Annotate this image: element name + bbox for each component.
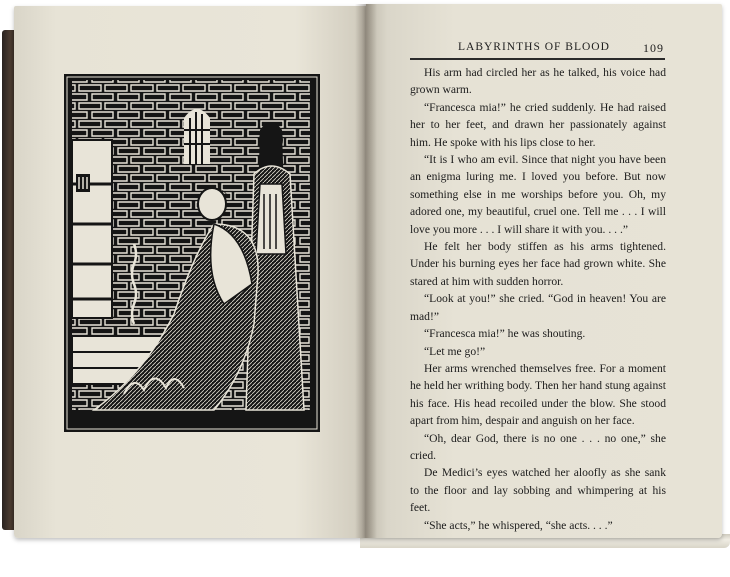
paragraph: De Medici’s eyes watched her aloofly as she sank to the floor and lay sobbing and whimpering at his feet. xyxy=(410,466,666,515)
paragraph: “Look at you!” she cried. “God in heaven! You are mad!” xyxy=(410,292,666,323)
paragraph: “She acts,” he whispered, “she acts. . . .” xyxy=(424,518,613,532)
running-head-rule xyxy=(410,58,665,60)
paragraph: “Francesca mia!” he was shouting. xyxy=(424,327,586,341)
body-text xyxy=(410,64,666,534)
iron-door xyxy=(72,140,112,318)
barred-window xyxy=(184,109,210,164)
paragraph: “It is I who am evil. Since that night you have been an enigma luring me. I loved you before. But now something else in me worships before you. Oh, my adored one, my beautiful, cruel one. Tell me . . . I will love you more . . . I will share it with you. . . .” xyxy=(410,153,666,236)
book-gutter xyxy=(355,4,377,538)
paragraph: He felt her body stiffen as his arms tightened. Under his burning eyes her face had grown white. She stared at him with sudden horror. xyxy=(410,240,666,288)
page-number: 109 xyxy=(643,41,664,55)
illustration-plate xyxy=(64,74,320,432)
paragraph: “Oh, dear God, there is no one . . . no one,” she cried. xyxy=(410,431,666,462)
running-head-title: LABYRINTHS OF BLOOD xyxy=(458,41,610,53)
paragraph: His arm had circled her as he talked, his voice had grown warm. xyxy=(410,66,666,97)
paragraph: “Francesca mia!” he cried suddenly. He had raised her to her feet, and drawn her passionately against him. He spoke with his lips close to her. xyxy=(410,100,666,149)
paragraph: Her arms wrenched themselves free. For a moment he held her writhing body. Then her hand stung against his face. His head recoiled under the blow. She stood apart from him, despair and anguish on her face. xyxy=(410,361,666,428)
paragraph: “Let me go!” xyxy=(424,344,486,358)
